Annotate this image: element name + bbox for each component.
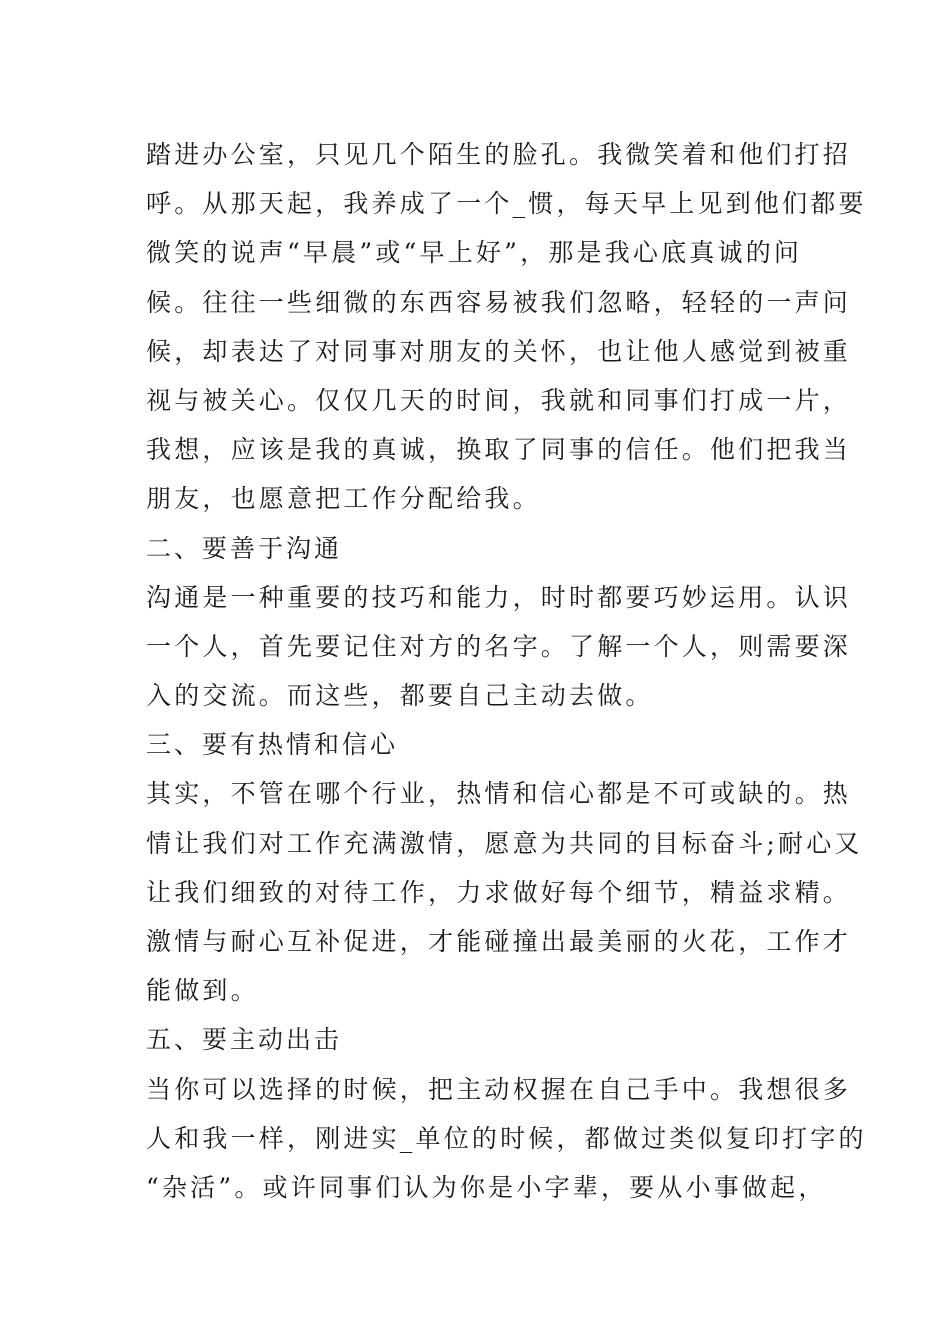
paragraph-line: 人和我一样，刚进实_单位的时候，都做过类似复印打字的 [146, 1123, 867, 1153]
document-body [146, 130, 867, 1212]
paragraph-line: 一个人，首先要记住对方的名字。了解一个人，则需要深 [146, 631, 852, 661]
paragraph-line: 入的交流。而这些，都要自己主动去做。 [146, 681, 654, 711]
paragraph-line: 沟通是一种重要的技巧和能力，时时都要巧妙运用。认识 [146, 582, 852, 612]
paragraph-line: 微笑的说声“早晨”或“早上好”，那是我心底真诚的问 [146, 238, 803, 268]
paragraph-line: 朋友，也愿意把工作分配给我。 [146, 484, 541, 514]
paragraph-line: 情让我们对工作充满激情，愿意为共同的目标奋斗;耐心又 [146, 828, 863, 858]
paragraph-line: 能做到。 [146, 976, 259, 1006]
section-heading: 三、要有热情和信心 [146, 730, 399, 760]
paragraph-line: “杂活”。或许同事们认为你是小字辈，要从小事做起， [146, 1172, 827, 1202]
paragraph-line: 踏进办公室，只见几个陌生的脸孔。我微笑着和他们打招 [146, 140, 852, 169]
paragraph-line: 候。往往一些细微的东西容易被我们忽略，轻轻的一声问 [146, 287, 852, 317]
paragraph-line: 当你可以选择的时候，把主动权握在自己手中。我想很多 [146, 1074, 852, 1104]
paragraph-line: 我想，应该是我的真诚，换取了同事的信任。他们把我当 [146, 435, 852, 465]
paragraph-line: 让我们细致的对待工作，力求做好每个细节，精益求精。 [146, 877, 852, 907]
section-heading: 二、要善于沟通 [146, 533, 343, 563]
paragraph-line: 激情与耐心互补促进，才能碰撞出最美丽的火花，工作才 [146, 927, 852, 956]
section-heading: 五、要主动出击 [146, 1025, 343, 1055]
paragraph-line: 呼。从那天起，我养成了一个_惯，每天早上见到他们都要 [146, 189, 867, 219]
paragraph-line: 视与被关心。仅仅几天的时间，我就和同事们打成一片， [146, 385, 852, 415]
paragraph-line: 其实，不管在哪个行业，热情和信心都是不可或缺的。热 [146, 779, 852, 809]
paragraph-line: 候，却表达了对同事对朋友的关怀，也让他人感觉到被重 [146, 336, 852, 366]
